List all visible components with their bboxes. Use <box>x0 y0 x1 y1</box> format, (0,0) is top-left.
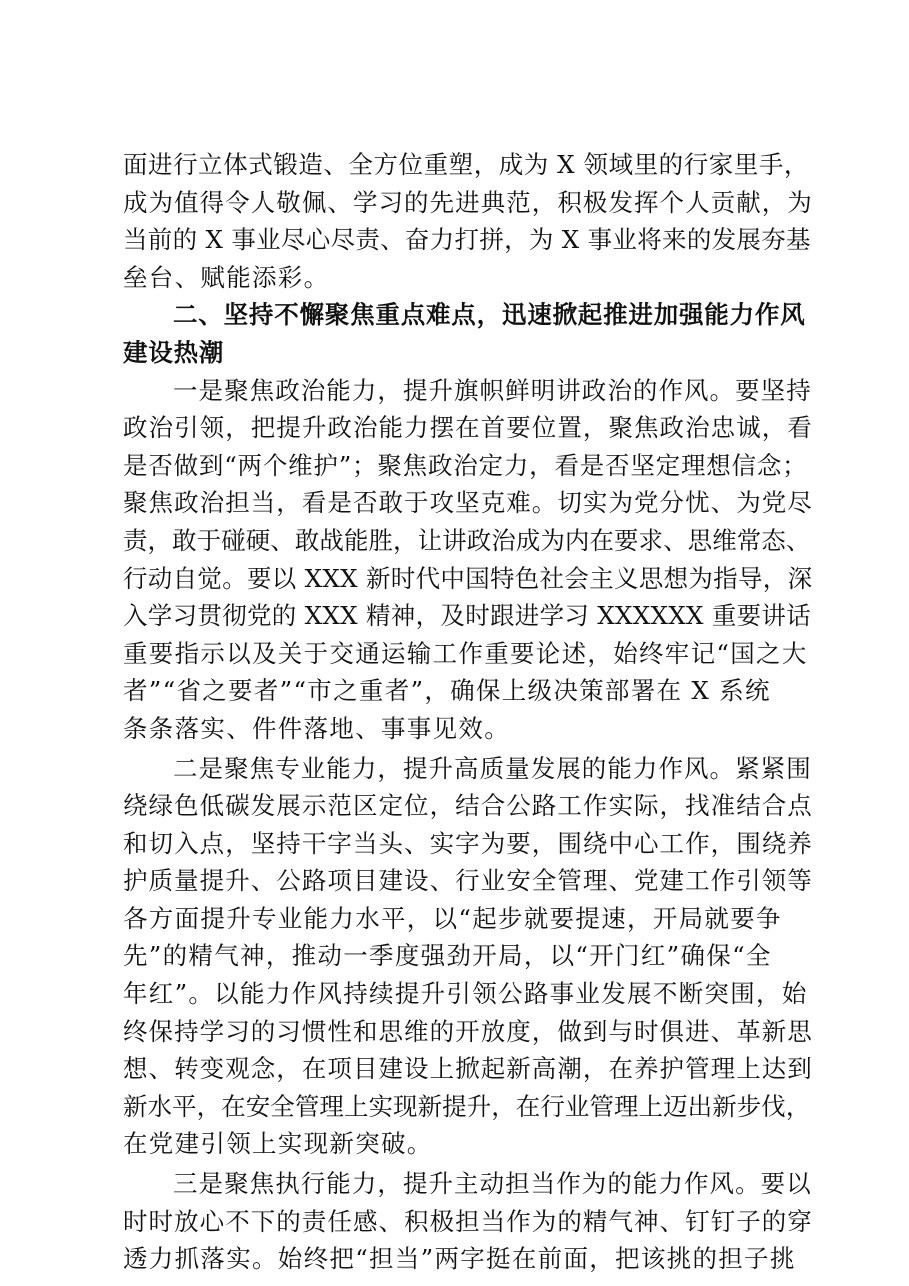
text-line: 重要指示以及关于交通运输工作重要论述，始终牢记“国之大 <box>123 638 808 668</box>
text-line: 和切入点，坚持干字当头、实字为要，围绕中心工作，围绕养 <box>123 828 813 858</box>
text-line: 绕绿色低碳发展示范区定位，结合公路工作实际，找准结合点 <box>123 791 813 821</box>
section-heading <box>123 296 813 371</box>
text-line: 入学习贯彻党的 XXX 精神，及时跟进学习 XXXXXX 重要讲话 <box>123 601 812 631</box>
text-line: 二是聚焦专业能力，提升高质量发展的能力作风。紧紧围 <box>173 753 812 783</box>
document-body <box>123 146 813 1278</box>
paragraph-political-ability <box>123 372 813 748</box>
text-line: 聚焦政治担当，看是否敢于攻坚克难。切实为党分忧、为党尽 <box>123 488 813 518</box>
text-line: 终保持学习的习惯性和思维的开放度，做到与时俱进、革新思 <box>123 1016 813 1046</box>
text-line: 行动自觉。要以 XXX 新时代中国特色社会主义思想为指导，深 <box>123 563 813 593</box>
text-line: 政治引领，把提升政治能力摆在首要位置，聚焦政治忠诚，看 <box>123 413 813 443</box>
heading-line: 二、坚持不懈聚焦重点难点，迅速掀起推进加强能力作风 <box>173 300 806 330</box>
text-line: 是否做到“两个维护”；聚焦政治定力，看是否坚定理想信念； <box>123 450 808 480</box>
text-line: 条条落实、件件落地、事事见效。 <box>123 713 510 743</box>
text-line: 者”“省之要者”“市之重者”，确保上级决策部署在 X 系统 <box>123 676 771 706</box>
text-line: 当前的 X 事业尽心尽责、奋力打拼，为 X 事业将来的发展夯基 <box>123 225 811 255</box>
text-line: 护质量提升、公路项目建设、行业安全管理、党建工作引领等 <box>123 866 813 896</box>
text-line: 想、转变观念，在项目建设上掀起新高潮，在养护管理上达到 <box>123 1054 813 1084</box>
text-line: 年红”。以能力作风持续提升引领公路事业发展不断突围，始 <box>123 979 808 1009</box>
text-line: 一是聚焦政治能力，提升旗帜鲜明讲政治的作风。要坚持 <box>173 375 812 405</box>
text-line: 先”的精气神，推动一季度强劲开局，以“开门红”确保“全 <box>123 941 772 971</box>
text-line: 在党建引领上实现新突破。 <box>123 1129 433 1159</box>
paragraph-execution-ability <box>123 1165 813 1278</box>
text-line: 面进行立体式锻造、全方位重塑，成为 X 领域里的行家里手， <box>123 150 809 179</box>
paragraph-intro <box>123 146 813 296</box>
paragraph-professional-ability <box>123 750 813 1164</box>
text-line: 透力抓落实。始终把“担当”两字挺在前面，把该挑的担子挑 <box>123 1244 796 1274</box>
text-line: 新水平，在安全管理上实现新提升，在行业管理上迈出新步伐， <box>123 1091 811 1121</box>
text-line: 垒台、赋能添彩。 <box>123 262 330 292</box>
text-line: 各方面提升专业能力水平，以“起步就要提速，开局就要争 <box>123 903 782 933</box>
heading-line: 建设热潮 <box>123 337 225 367</box>
text-line: 三是聚焦执行能力，提升主动担当作为的能力作风。要以 <box>173 1169 812 1199</box>
text-line: 时时放心不下的责任感、积极担当作为的精气神、钉钉子的穿 <box>123 1206 813 1236</box>
text-line: 责，敢于碰硬、敢战能胜，让讲政治成为内在要求、思维常态、 <box>123 525 811 555</box>
text-line: 成为值得令人敬佩、学习的先进典范，积极发挥个人贡献，为 <box>123 187 813 217</box>
